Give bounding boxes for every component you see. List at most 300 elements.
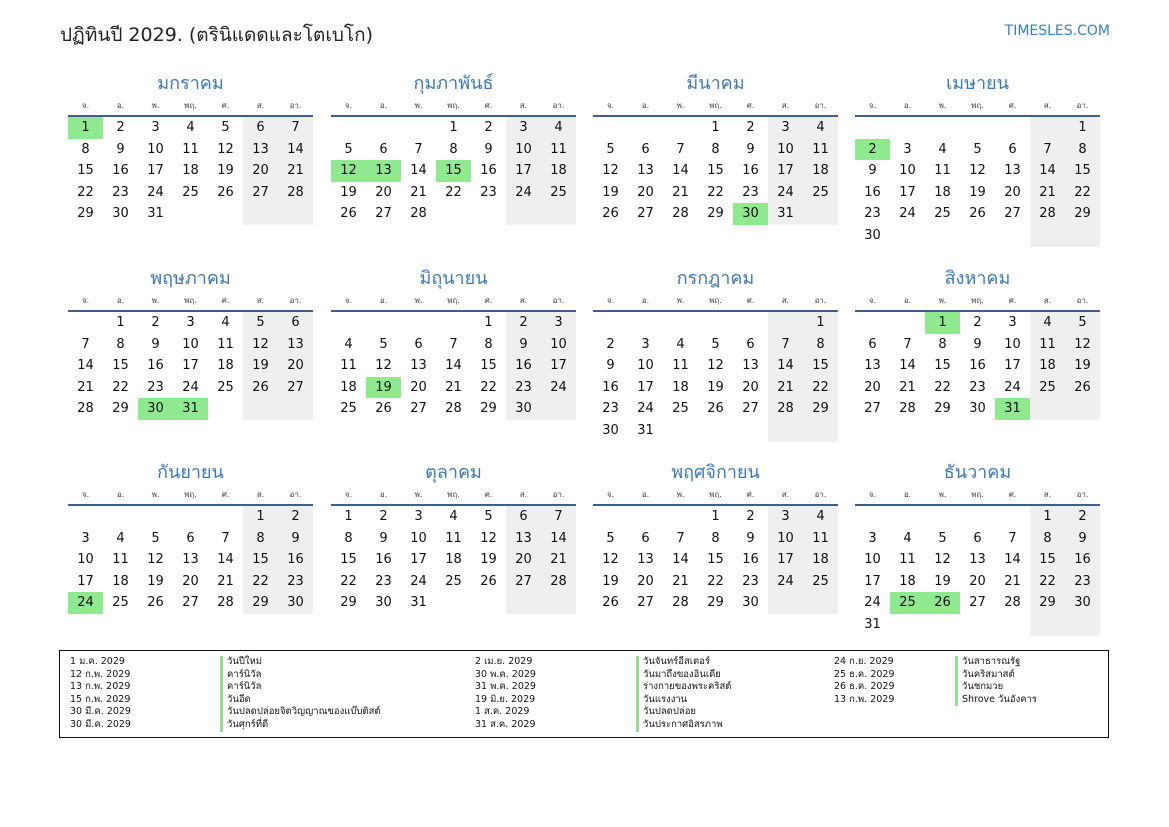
day-cell[interactable]: 3 bbox=[768, 506, 803, 528]
day-cell[interactable]: 8 bbox=[243, 528, 278, 550]
day-cell[interactable]: 18 bbox=[340, 379, 357, 395]
day-cell[interactable]: 29 bbox=[707, 595, 724, 611]
day-cell[interactable]: 21 bbox=[445, 379, 462, 395]
day-cell[interactable]: 22 bbox=[1030, 571, 1065, 593]
day-cell[interactable]: 7 bbox=[768, 334, 803, 356]
day-cell[interactable]: 12 bbox=[1065, 334, 1100, 356]
day-cell[interactable]: 20 bbox=[375, 184, 392, 200]
day-cell[interactable]: 9 bbox=[1065, 528, 1100, 550]
day-cell[interactable]: 11 bbox=[934, 163, 951, 179]
day-cell[interactable]: 23 bbox=[147, 379, 164, 395]
day-cell[interactable]: 20 bbox=[969, 573, 986, 589]
day-cell[interactable]: 10 bbox=[768, 139, 803, 161]
day-cell[interactable]: 1 bbox=[116, 315, 125, 330]
holiday-day-cell[interactable]: 31 bbox=[173, 398, 208, 420]
day-cell[interactable]: 18 bbox=[899, 573, 916, 589]
day-cell[interactable]: 21 bbox=[899, 379, 916, 395]
day-cell[interactable]: 2 bbox=[278, 506, 313, 528]
day-cell[interactable]: 5 bbox=[379, 336, 388, 352]
day-cell[interactable]: 25 bbox=[803, 571, 838, 593]
day-cell[interactable]: 24 bbox=[147, 184, 164, 200]
day-cell[interactable]: 9 bbox=[868, 163, 877, 179]
day-cell[interactable]: 21 bbox=[1004, 573, 1021, 589]
day-cell[interactable]: 21 bbox=[768, 377, 803, 399]
day-cell[interactable]: 28 bbox=[672, 206, 689, 222]
day-cell[interactable]: 5 bbox=[221, 120, 230, 135]
day-cell[interactable]: 11 bbox=[803, 139, 838, 161]
day-cell[interactable]: 16 bbox=[969, 358, 986, 374]
day-cell[interactable]: 9 bbox=[746, 530, 755, 546]
day-cell[interactable]: 14 bbox=[77, 358, 94, 374]
day-cell[interactable]: 17 bbox=[899, 184, 916, 200]
day-cell[interactable]: 13 bbox=[182, 552, 199, 568]
day-cell[interactable]: 6 bbox=[973, 530, 982, 546]
day-cell[interactable]: 14 bbox=[445, 358, 462, 374]
day-cell[interactable]: 22 bbox=[803, 377, 838, 399]
day-cell[interactable]: 23 bbox=[742, 184, 759, 200]
day-cell[interactable]: 24 bbox=[506, 182, 541, 204]
day-cell[interactable]: 26 bbox=[602, 595, 619, 611]
day-cell[interactable]: 16 bbox=[1065, 549, 1100, 571]
day-cell[interactable]: 11 bbox=[541, 139, 576, 161]
day-cell[interactable]: 1 bbox=[803, 312, 838, 334]
day-cell[interactable]: 6 bbox=[278, 312, 313, 334]
day-cell[interactable]: 3 bbox=[506, 117, 541, 139]
day-cell[interactable]: 7 bbox=[903, 336, 912, 352]
day-cell[interactable]: 14 bbox=[217, 552, 234, 568]
day-cell[interactable]: 27 bbox=[243, 182, 278, 204]
day-cell[interactable]: 11 bbox=[217, 336, 234, 352]
day-cell[interactable]: 11 bbox=[672, 358, 689, 374]
day-cell[interactable]: 20 bbox=[637, 184, 654, 200]
day-cell[interactable]: 5 bbox=[606, 530, 615, 546]
day-cell[interactable]: 6 bbox=[243, 117, 278, 139]
day-cell[interactable]: 22 bbox=[340, 573, 357, 589]
day-cell[interactable]: 8 bbox=[1030, 528, 1065, 550]
day-cell[interactable]: 9 bbox=[506, 334, 541, 356]
day-cell[interactable]: 5 bbox=[344, 141, 353, 157]
day-cell[interactable]: 27 bbox=[1004, 206, 1021, 222]
day-cell[interactable]: 11 bbox=[899, 552, 916, 568]
day-cell[interactable]: 5 bbox=[1065, 312, 1100, 334]
day-cell[interactable]: 23 bbox=[742, 573, 759, 589]
day-cell[interactable]: 8 bbox=[116, 336, 125, 352]
day-cell[interactable]: 24 bbox=[410, 573, 427, 589]
day-cell[interactable]: 24 bbox=[1004, 379, 1021, 395]
day-cell[interactable]: 24 bbox=[899, 206, 916, 222]
day-cell[interactable]: 17 bbox=[541, 355, 576, 377]
day-cell[interactable]: 10 bbox=[410, 530, 427, 546]
day-cell[interactable]: 23 bbox=[864, 206, 881, 222]
day-cell[interactable]: 1 bbox=[484, 315, 493, 330]
day-cell[interactable]: 12 bbox=[934, 552, 951, 568]
day-cell[interactable]: 20 bbox=[637, 573, 654, 589]
holiday-day-cell[interactable]: 2 bbox=[855, 139, 890, 161]
day-cell[interactable]: 25 bbox=[340, 401, 357, 417]
day-cell[interactable]: 14 bbox=[899, 358, 916, 374]
day-cell[interactable]: 18 bbox=[182, 163, 199, 179]
day-cell[interactable]: 1 bbox=[344, 509, 353, 524]
day-cell[interactable]: 28 bbox=[278, 182, 313, 204]
day-cell[interactable]: 11 bbox=[1030, 334, 1065, 356]
day-cell[interactable]: 28 bbox=[217, 595, 234, 611]
day-cell[interactable]: 5 bbox=[711, 336, 720, 352]
day-cell[interactable]: 23 bbox=[602, 401, 619, 417]
day-cell[interactable]: 29 bbox=[112, 401, 129, 417]
day-cell[interactable]: 15 bbox=[340, 552, 357, 568]
day-cell[interactable]: 17 bbox=[147, 163, 164, 179]
day-cell[interactable]: 27 bbox=[969, 595, 986, 611]
day-cell[interactable]: 26 bbox=[602, 206, 619, 222]
day-cell[interactable]: 19 bbox=[602, 184, 619, 200]
holiday-day-cell[interactable]: 30 bbox=[733, 203, 768, 225]
day-cell[interactable]: 13 bbox=[742, 358, 759, 374]
day-cell[interactable]: 27 bbox=[410, 401, 427, 417]
holiday-day-cell[interactable]: 26 bbox=[925, 592, 960, 614]
day-cell[interactable]: 8 bbox=[449, 141, 458, 157]
day-cell[interactable]: 3 bbox=[414, 509, 423, 524]
day-cell[interactable]: 29 bbox=[243, 592, 278, 614]
day-cell[interactable]: 16 bbox=[147, 358, 164, 374]
day-cell[interactable]: 13 bbox=[1004, 163, 1021, 179]
day-cell[interactable]: 8 bbox=[1065, 139, 1100, 161]
day-cell[interactable]: 15 bbox=[480, 358, 497, 374]
day-cell[interactable]: 2 bbox=[973, 315, 982, 330]
day-cell[interactable]: 12 bbox=[147, 552, 164, 568]
day-cell[interactable]: 21 bbox=[541, 549, 576, 571]
day-cell[interactable]: 24 bbox=[768, 571, 803, 593]
day-cell[interactable]: 2 bbox=[1065, 506, 1100, 528]
day-cell[interactable]: 9 bbox=[116, 141, 125, 157]
day-cell[interactable]: 22 bbox=[77, 184, 94, 200]
day-cell[interactable]: 23 bbox=[1065, 571, 1100, 593]
day-cell[interactable]: 24 bbox=[864, 595, 881, 611]
day-cell[interactable]: 21 bbox=[77, 379, 94, 395]
day-cell[interactable]: 16 bbox=[375, 552, 392, 568]
day-cell[interactable]: 4 bbox=[221, 315, 230, 330]
day-cell[interactable]: 7 bbox=[221, 530, 230, 546]
day-cell[interactable]: 19 bbox=[1065, 355, 1100, 377]
day-cell[interactable]: 2 bbox=[379, 509, 388, 524]
day-cell[interactable]: 30 bbox=[602, 422, 619, 438]
day-cell[interactable]: 8 bbox=[803, 334, 838, 356]
day-cell[interactable]: 23 bbox=[506, 377, 541, 399]
day-cell[interactable]: 25 bbox=[803, 182, 838, 204]
day-cell[interactable]: 11 bbox=[445, 530, 462, 546]
day-cell[interactable]: 17 bbox=[182, 358, 199, 374]
day-cell[interactable]: 28 bbox=[541, 571, 576, 593]
day-cell[interactable]: 23 bbox=[969, 379, 986, 395]
day-cell[interactable]: 19 bbox=[707, 379, 724, 395]
day-cell[interactable]: 7 bbox=[414, 141, 423, 157]
day-cell[interactable]: 6 bbox=[186, 530, 195, 546]
day-cell[interactable]: 10 bbox=[182, 336, 199, 352]
day-cell[interactable]: 17 bbox=[637, 379, 654, 395]
day-cell[interactable]: 10 bbox=[506, 139, 541, 161]
day-cell[interactable]: 20 bbox=[243, 160, 278, 182]
day-cell[interactable]: 10 bbox=[541, 334, 576, 356]
day-cell[interactable]: 17 bbox=[77, 573, 94, 589]
day-cell[interactable]: 30 bbox=[1065, 592, 1100, 614]
day-cell[interactable]: 7 bbox=[676, 530, 685, 546]
day-cell[interactable]: 14 bbox=[541, 528, 576, 550]
day-cell[interactable]: 19 bbox=[217, 163, 234, 179]
day-cell[interactable]: 3 bbox=[903, 141, 912, 157]
day-cell[interactable]: 5 bbox=[151, 530, 160, 546]
day-cell[interactable]: 22 bbox=[112, 379, 129, 395]
day-cell[interactable]: 19 bbox=[480, 552, 497, 568]
day-cell[interactable]: 1 bbox=[1065, 117, 1100, 139]
day-cell[interactable]: 3 bbox=[186, 315, 195, 330]
day-cell[interactable]: 9 bbox=[379, 530, 388, 546]
day-cell[interactable]: 7 bbox=[81, 336, 90, 352]
day-cell[interactable]: 18 bbox=[934, 184, 951, 200]
day-cell[interactable]: 11 bbox=[182, 141, 199, 157]
day-cell[interactable]: 22 bbox=[445, 184, 462, 200]
day-cell[interactable]: 28 bbox=[1004, 595, 1021, 611]
day-cell[interactable]: 23 bbox=[112, 184, 129, 200]
day-cell[interactable]: 13 bbox=[410, 358, 427, 374]
day-cell[interactable]: 14 bbox=[1030, 160, 1065, 182]
day-cell[interactable]: 2 bbox=[151, 315, 160, 330]
day-cell[interactable]: 21 bbox=[217, 573, 234, 589]
day-cell[interactable]: 9 bbox=[606, 358, 615, 374]
day-cell[interactable]: 28 bbox=[445, 401, 462, 417]
day-cell[interactable]: 24 bbox=[768, 182, 803, 204]
day-cell[interactable]: 20 bbox=[742, 379, 759, 395]
day-cell[interactable]: 2 bbox=[606, 336, 615, 352]
day-cell[interactable]: 16 bbox=[742, 163, 759, 179]
day-cell[interactable]: 7 bbox=[278, 117, 313, 139]
day-cell[interactable]: 19 bbox=[147, 573, 164, 589]
day-cell[interactable]: 15 bbox=[934, 358, 951, 374]
day-cell[interactable]: 12 bbox=[602, 163, 619, 179]
day-cell[interactable]: 17 bbox=[410, 552, 427, 568]
day-cell[interactable]: 13 bbox=[637, 163, 654, 179]
day-cell[interactable]: 13 bbox=[243, 139, 278, 161]
day-cell[interactable]: 26 bbox=[217, 184, 234, 200]
day-cell[interactable]: 4 bbox=[803, 117, 838, 139]
day-cell[interactable]: 4 bbox=[1030, 312, 1065, 334]
day-cell[interactable]: 15 bbox=[707, 163, 724, 179]
day-cell[interactable]: 5 bbox=[484, 509, 493, 524]
holiday-day-cell[interactable]: 15 bbox=[436, 160, 471, 182]
day-cell[interactable]: 3 bbox=[151, 120, 160, 135]
day-cell[interactable]: 11 bbox=[340, 358, 357, 374]
day-cell[interactable]: 7 bbox=[449, 336, 458, 352]
day-cell[interactable]: 18 bbox=[217, 358, 234, 374]
day-cell[interactable]: 20 bbox=[506, 549, 541, 571]
day-cell[interactable]: 25 bbox=[112, 595, 129, 611]
day-cell[interactable]: 26 bbox=[969, 206, 986, 222]
day-cell[interactable]: 12 bbox=[243, 334, 278, 356]
day-cell[interactable]: 5 bbox=[606, 141, 615, 157]
day-cell[interactable]: 4 bbox=[676, 336, 685, 352]
day-cell[interactable]: 12 bbox=[217, 141, 234, 157]
day-cell[interactable]: 31 bbox=[410, 595, 427, 611]
day-cell[interactable]: 5 bbox=[243, 312, 278, 334]
day-cell[interactable]: 28 bbox=[1030, 203, 1065, 225]
day-cell[interactable]: 3 bbox=[1008, 315, 1017, 330]
day-cell[interactable]: 14 bbox=[410, 163, 427, 179]
day-cell[interactable]: 30 bbox=[278, 592, 313, 614]
day-cell[interactable]: 13 bbox=[637, 552, 654, 568]
day-cell[interactable]: 9 bbox=[973, 336, 982, 352]
day-cell[interactable]: 10 bbox=[1004, 336, 1021, 352]
day-cell[interactable]: 25 bbox=[934, 206, 951, 222]
day-cell[interactable]: 26 bbox=[1065, 377, 1100, 399]
brand-link[interactable]: TIMESLES.COM bbox=[1004, 23, 1110, 39]
day-cell[interactable]: 1 bbox=[711, 509, 720, 524]
day-cell[interactable]: 6 bbox=[641, 530, 650, 546]
holiday-day-cell[interactable]: 30 bbox=[138, 398, 173, 420]
day-cell[interactable]: 19 bbox=[969, 184, 986, 200]
day-cell[interactable]: 18 bbox=[541, 160, 576, 182]
holiday-day-cell[interactable]: 12 bbox=[331, 160, 366, 182]
day-cell[interactable]: 14 bbox=[1004, 552, 1021, 568]
day-cell[interactable]: 29 bbox=[803, 398, 838, 420]
day-cell[interactable]: 19 bbox=[602, 573, 619, 589]
day-cell[interactable]: 15 bbox=[1030, 549, 1065, 571]
day-cell[interactable]: 18 bbox=[1030, 355, 1065, 377]
day-cell[interactable]: 12 bbox=[969, 163, 986, 179]
day-cell[interactable]: 5 bbox=[973, 141, 982, 157]
day-cell[interactable]: 26 bbox=[375, 401, 392, 417]
day-cell[interactable]: 28 bbox=[899, 401, 916, 417]
day-cell[interactable]: 29 bbox=[340, 595, 357, 611]
day-cell[interactable]: 26 bbox=[243, 377, 278, 399]
day-cell[interactable]: 12 bbox=[707, 358, 724, 374]
day-cell[interactable]: 6 bbox=[868, 336, 877, 352]
day-cell[interactable]: 17 bbox=[506, 160, 541, 182]
day-cell[interactable]: 14 bbox=[672, 552, 689, 568]
day-cell[interactable]: 13 bbox=[278, 334, 313, 356]
day-cell[interactable]: 31 bbox=[147, 206, 164, 222]
day-cell[interactable]: 27 bbox=[637, 206, 654, 222]
day-cell[interactable]: 21 bbox=[1030, 182, 1065, 204]
day-cell[interactable]: 7 bbox=[541, 506, 576, 528]
day-cell[interactable]: 22 bbox=[480, 379, 497, 395]
day-cell[interactable]: 30 bbox=[112, 206, 129, 222]
day-cell[interactable]: 7 bbox=[1030, 139, 1065, 161]
day-cell[interactable]: 21 bbox=[278, 160, 313, 182]
day-cell[interactable]: 16 bbox=[602, 379, 619, 395]
day-cell[interactable]: 9 bbox=[151, 336, 160, 352]
day-cell[interactable]: 4 bbox=[803, 506, 838, 528]
day-cell[interactable]: 10 bbox=[637, 358, 654, 374]
day-cell[interactable]: 28 bbox=[410, 206, 427, 222]
day-cell[interactable]: 8 bbox=[81, 141, 90, 157]
day-cell[interactable]: 15 bbox=[803, 355, 838, 377]
holiday-day-cell[interactable]: 25 bbox=[890, 592, 925, 614]
day-cell[interactable]: 6 bbox=[746, 336, 755, 352]
day-cell[interactable]: 31 bbox=[637, 422, 654, 438]
day-cell[interactable]: 15 bbox=[1065, 160, 1100, 182]
day-cell[interactable]: 7 bbox=[676, 141, 685, 157]
day-cell[interactable]: 29 bbox=[1030, 592, 1065, 614]
day-cell[interactable]: 1 bbox=[1030, 506, 1065, 528]
holiday-day-cell[interactable]: 24 bbox=[68, 592, 103, 614]
day-cell[interactable]: 5 bbox=[938, 530, 947, 546]
day-cell[interactable]: 29 bbox=[480, 401, 497, 417]
day-cell[interactable]: 6 bbox=[641, 141, 650, 157]
day-cell[interactable]: 4 bbox=[344, 336, 353, 352]
day-cell[interactable]: 18 bbox=[803, 549, 838, 571]
day-cell[interactable]: 15 bbox=[77, 163, 94, 179]
day-cell[interactable]: 23 bbox=[278, 571, 313, 593]
day-cell[interactable]: 6 bbox=[506, 506, 541, 528]
day-cell[interactable]: 15 bbox=[707, 552, 724, 568]
day-cell[interactable]: 28 bbox=[672, 595, 689, 611]
day-cell[interactable]: 13 bbox=[864, 358, 881, 374]
day-cell[interactable]: 31 bbox=[864, 616, 881, 632]
day-cell[interactable]: 21 bbox=[672, 573, 689, 589]
day-cell[interactable]: 24 bbox=[541, 377, 576, 399]
day-cell[interactable]: 25 bbox=[541, 182, 576, 204]
day-cell[interactable]: 26 bbox=[707, 401, 724, 417]
day-cell[interactable]: 29 bbox=[707, 206, 724, 222]
holiday-day-cell[interactable]: 1 bbox=[925, 312, 960, 334]
day-cell[interactable]: 29 bbox=[77, 206, 94, 222]
day-cell[interactable]: 25 bbox=[182, 184, 199, 200]
day-cell[interactable]: 30 bbox=[506, 398, 541, 420]
day-cell[interactable]: 8 bbox=[344, 530, 353, 546]
day-cell[interactable]: 28 bbox=[77, 401, 94, 417]
day-cell[interactable]: 4 bbox=[116, 530, 125, 546]
day-cell[interactable]: 19 bbox=[243, 355, 278, 377]
day-cell[interactable]: 10 bbox=[864, 552, 881, 568]
holiday-day-cell[interactable]: 13 bbox=[366, 160, 401, 182]
day-cell[interactable]: 9 bbox=[746, 141, 755, 157]
day-cell[interactable]: 6 bbox=[379, 141, 388, 157]
day-cell[interactable]: 30 bbox=[742, 595, 759, 611]
day-cell[interactable]: 20 bbox=[278, 355, 313, 377]
day-cell[interactable]: 1 bbox=[711, 120, 720, 135]
holiday-day-cell[interactable]: 19 bbox=[366, 377, 401, 399]
day-cell[interactable]: 10 bbox=[147, 141, 164, 157]
day-cell[interactable]: 24 bbox=[637, 401, 654, 417]
day-cell[interactable]: 15 bbox=[243, 549, 278, 571]
day-cell[interactable]: 2 bbox=[746, 120, 755, 135]
day-cell[interactable]: 23 bbox=[480, 184, 497, 200]
day-cell[interactable]: 4 bbox=[938, 141, 947, 157]
day-cell[interactable]: 8 bbox=[711, 530, 720, 546]
day-cell[interactable]: 24 bbox=[182, 379, 199, 395]
day-cell[interactable]: 17 bbox=[864, 573, 881, 589]
day-cell[interactable]: 19 bbox=[340, 184, 357, 200]
day-cell[interactable]: 2 bbox=[484, 120, 493, 135]
day-cell[interactable]: 12 bbox=[480, 530, 497, 546]
day-cell[interactable]: 17 bbox=[1004, 358, 1021, 374]
day-cell[interactable]: 26 bbox=[147, 595, 164, 611]
day-cell[interactable]: 4 bbox=[186, 120, 195, 135]
day-cell[interactable]: 18 bbox=[112, 573, 129, 589]
day-cell[interactable]: 26 bbox=[340, 206, 357, 222]
day-cell[interactable]: 18 bbox=[445, 552, 462, 568]
day-cell[interactable]: 25 bbox=[672, 401, 689, 417]
day-cell[interactable]: 22 bbox=[1065, 182, 1100, 204]
day-cell[interactable]: 10 bbox=[899, 163, 916, 179]
day-cell[interactable]: 21 bbox=[410, 184, 427, 200]
day-cell[interactable]: 22 bbox=[707, 573, 724, 589]
day-cell[interactable]: 9 bbox=[278, 528, 313, 550]
day-cell[interactable]: 16 bbox=[278, 549, 313, 571]
day-cell[interactable]: 22 bbox=[934, 379, 951, 395]
day-cell[interactable]: 18 bbox=[672, 379, 689, 395]
day-cell[interactable]: 3 bbox=[868, 530, 877, 546]
day-cell[interactable]: 7 bbox=[1008, 530, 1017, 546]
day-cell[interactable]: 3 bbox=[81, 530, 90, 546]
